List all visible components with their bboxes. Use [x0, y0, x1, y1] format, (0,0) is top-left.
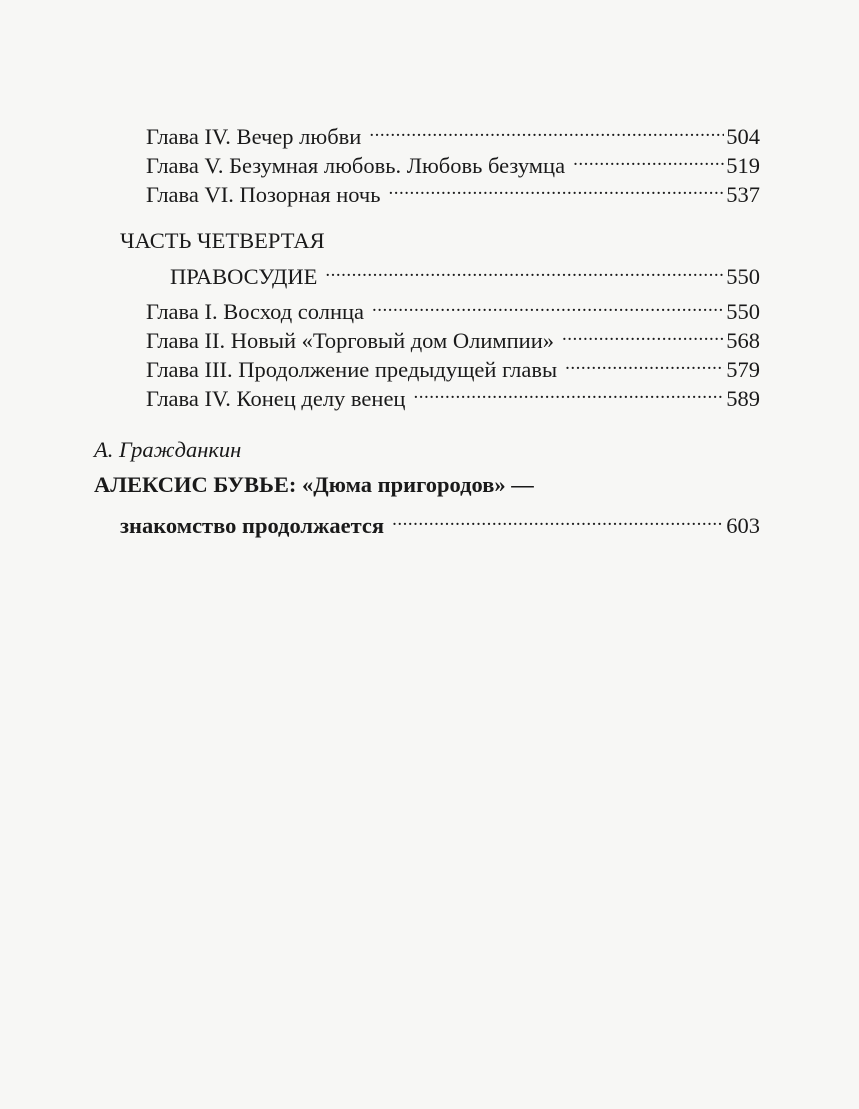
toc-entry [146, 174, 760, 209]
toc-entry-page: 589 [726, 386, 760, 411]
toc-entry-page: 568 [726, 328, 760, 353]
toc-entry-page: 537 [726, 182, 760, 207]
dot-leader [573, 145, 724, 173]
dot-leader [392, 505, 724, 533]
afterword-title-line2: знакомство продолжается [120, 513, 385, 538]
toc-entry-title: Глава V. Безумная любовь. Любовь безумца [146, 153, 566, 178]
toc-entry-page: 579 [726, 357, 760, 382]
toc-entry-title: Глава II. Новый «Торговый дом Олимпии» [146, 328, 554, 353]
afterword-entry [120, 505, 760, 540]
dot-leader [565, 349, 724, 377]
dot-leader [325, 256, 724, 284]
dot-leader [369, 116, 724, 144]
toc-entry-title: Глава IV. Конец делу венец [146, 386, 406, 411]
part-title-entry [170, 256, 760, 291]
dot-leader [389, 174, 725, 202]
toc-entry-title: Глава IV. Вечер любви [146, 124, 362, 149]
toc-entry-title: Глава VI. Позорная ночь [146, 182, 381, 207]
toc-entry-page: 519 [726, 153, 760, 178]
toc-entry-title: Глава I. Восход солнца [146, 299, 365, 324]
part-title: ПРАВОСУДИЕ [170, 264, 318, 289]
toc-entry-page: 550 [726, 299, 760, 324]
toc-entry-page: 603 [726, 513, 760, 538]
toc-entry-title: Глава III. Продолжение предыдущей главы [146, 357, 558, 382]
afterword-title-line1: АЛЕКСИС БУВЬЕ: «Дюма пригородов» — [94, 472, 534, 497]
afterword-author: А. Гражданкин [94, 437, 242, 462]
toc-entry [146, 378, 760, 413]
toc-entry-page: 550 [726, 264, 760, 289]
dot-leader [413, 378, 724, 406]
dot-leader [562, 320, 724, 348]
part-label: ЧАСТЬ ЧЕТВЕРТАЯ [120, 228, 325, 253]
toc-entry-page: 504 [726, 124, 760, 149]
dot-leader [372, 291, 724, 319]
